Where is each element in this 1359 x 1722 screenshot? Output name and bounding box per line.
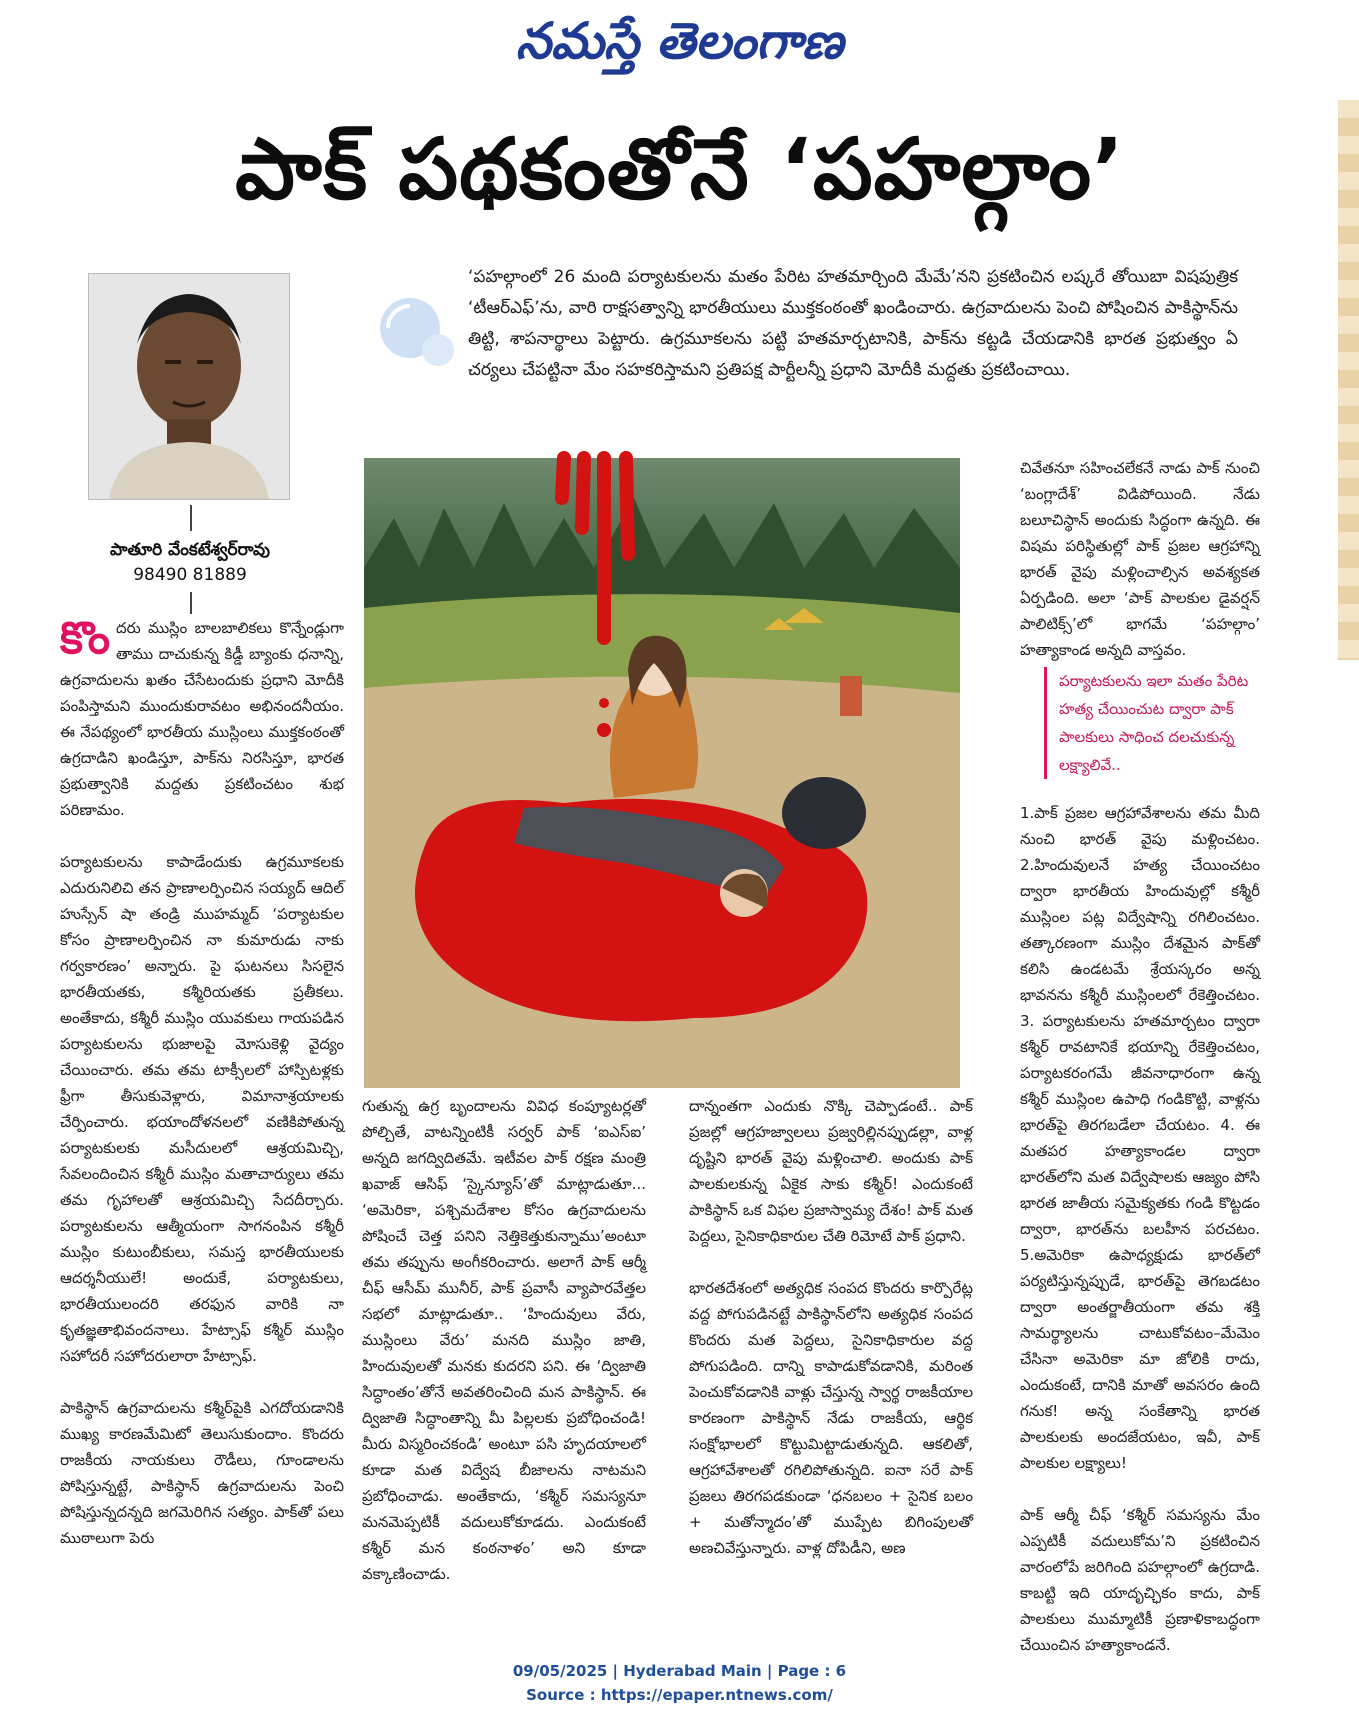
paragraph: చివేతనూ సహించలేకనే నాడు పాక్ నుంచి ‘బంగ్లాదేశ్’ విడిపోయింది. నేడు బలూచిస్థాన్ అందుకు సిద్ధంగా ఉన్నది. ఈ విషమ పరిస్థితుల్లో పాక్ ప్రజల ఆగ్రహాన్ని భారత్ వైపు మళ్లించాల్సిన అవశ్యకత ఏర్పడింది. అలా ‘పాక్ పాలకుల డైవర్షన్ పాలిటిక్స్’లో భాగమే ‘పహల్గాం’ హత్యాకాండ అన్నది వాస్తవం. bbox=[1020, 459, 1260, 659]
column-2 bbox=[362, 1093, 646, 1661]
paragraph: దాన్నంతగా ఎందుకు నొక్కి చెప్పాడంటే.. పాక్ ప్రజల్లో ఆగ్రహజ్వాలలు ప్రజ్వరిల్లినప్పుడల్లా, వాళ్ల దృష్టిని భారత్ వైపు మళ్లించాలి. అందుకు పాక్ పాలకులకున్న ఏకైక సాకు కశ్మీర్! ఎందుకంటే పాకిస్థాన్ ఒక విఫల ప్రజాస్వామ్య దేశం! పాక్ మత పెద్దలు, సైనికాధికారుల చేతి రిమోటే పాక్ ప్రధాని. bbox=[689, 1097, 973, 1245]
column-1 bbox=[60, 615, 344, 1660]
author-name: పాతూరి వేంకటేశ్వర్‌రావు bbox=[110, 540, 270, 560]
paragraph: 1.పాక్ ప్రజల ఆగ్రహావేశాలను తమ మీది నుంచి భారత్ వైపు మళ్లించటం. 2.హిందువులనే హత్య చేయించటం ద్వారా భారతీయ హిందువుల్లో కశ్మీరీ ముస్లింల పట్ల విద్వేషాన్ని రగిలించటం. తత్కారణంగా ముస్లిం దేశమైన పాక్‌తో కలిసి ఉండటమే శ్రేయస్కరం అన్న భావనను కశ్మీరీ ముస్లింలలో రేకెత్తించటం. 3. పర్యాటకులను హతమార్చటం ద్వారా కశ్మీర్ రావటానికే భయాన్ని రేకెత్తించటం, పర్యాటకరంగమే జీవనాధారంగా ఉన్న కశ్మీర్ ముస్లింల ఉపాధి గండికొట్టి, వాళ్లను భారత్‌పై తిరగబడేలా చేయటం. 4. ఈ మతపర హత్యాకాండల ద్వారా భారత్‌లోని మత విద్వేషాలకు ఆజ్యం పోసి భారత జాతీయ సమైక్యతకు గండి కొట్టడం ద్వారా, భారత్‌ను బలహీన పరచటం. 5.అమెరికా ఉపాధ్యక్షుడు భారత్‌లో పర్యటిస్తున్నప్పుడే, భారత్‌పై తెగబడటం ద్వారా అంతర్జాతీయంగా తమ శక్తి సామర్థ్యాలను చాటుకోవటం–మేమెం చేసినా అమెరికా మా జోలికి రాదు, ఎందుకంటే, దానికి మాతో అవసరం ఉంది గనుక! అన్న సంకేతాన్ని భారత పాలకులకు అందజేయటం, ఇవీ, పాక్ పాలకుల లక్ష్యాలు! bbox=[1020, 804, 1260, 1472]
paragraph bbox=[60, 615, 344, 823]
paragraph: పాక్ ఆర్మీ చీఫ్ ‘కశ్మీర్ సమస్యను మేం ఎప్పటికీ వదులుకోమ’ని ప్రకటించిన వారంలోపే జరిగింది పహల్గాంలో ఉగ్రదాడి. కాబట్టి ఇది యాదృచ్ఛికం కాదు, పాక్ పాలకులు ముమ్మాటికీ ప్రణాళికాబద్ధంగా చేయించిన హత్యాకాండనే. bbox=[1020, 1506, 1260, 1654]
article-illustration bbox=[364, 458, 960, 1088]
paragraph: పర్యాటకులను కాపాడేందుకు ఉగ్రమూకలకు ఎదురునిలిచి తన ప్రాణాలర్పించిన సయ్యద్ ఆదిల్ హుస్సేన్ షా తండ్రి ముహమ్మద్ ‘పర్యాటకుల కోసం ప్రాణాలర్పించిన నా కుమారుడు నాకు గర్వకారణం’ అన్నారు. పై ఘటనలు సిసలైన భారతీయతకు, కశ్మీరియతకు ప్రతీకలు. అంతేకాదు, కశ్మీరీ ముస్లిం యువకులు గాయపడిన పర్యాటకులను భుజాలపై మోసుకెళ్లి వైద్యం చేయించారు. తమ తమ టాక్సీలలో హాస్పిటళ్లకు ఫ్రీగా తీసుకువెళ్లారు, విమానాశ్రయాలకు చేర్పించారు. భయాందోళనలలో వణికిపోతున్న పర్యాటకులకు మసీదులలో ఆశ్రయమిచ్చి, సేవలందించిన కశ్మీరీ ముస్లిం మతాచార్యులు తమ తమ గృహాలతో ఆశ్రయమిచ్చి సేదదీర్చారు. పర్యాటకులను ఆత్మీయంగా సాగనంపిన కశ్మీరీ ముస్లిం కుటుంబీకులు, సమస్త భారతీయులకు ఆదర్శనీయులే! అందుకే, పర్యాటకులు, భారతీయులందరి తరఫున వారికి నా కృతజ్ఞతాభివందనాలు. హేట్సాఫ్ కశ్మీర్ ముస్లిం సహోదరీ సహోదరులారా హేట్సాఫ్. bbox=[60, 853, 344, 1365]
column-3 bbox=[689, 1093, 973, 1661]
pull-quote: పర్యాటకులను ఇలా మతం పేరిట హత్య చేయించుట ద్వారా పాక్ పాలకులు సాధించ దలచుకున్న లక్ష్యాలివే.. bbox=[1044, 667, 1255, 779]
footer-date-line: 09/05/2025 | Hyderabad Main | Page : 6 bbox=[512, 1662, 847, 1680]
paragraph: భారతదేశంలో అత్యధిక సంపద కొందరు కార్పొరేట్ల వద్ద పోగుపడినట్టే పాకిస్థాన్‌లోని అత్యధిక సంపద కొందరు మత పెద్దలు, సైనికాధికారుల వద్ద పోగుపడింది. దాన్ని కాపాడుకోవడానికి, మరింత పెంచుకోవడానికి వాళ్లు చేస్తున్న స్వార్థ రాజకీయాల కారణంగా పాకిస్థాన్ నేడు రాజకీయ, ఆర్థిక సంక్షోభాలలో కొట్టుమిట్టాడుతున్నది. ఆకలితో, ఆగ్రహావేశాలతో రగిలిపోతున్నది. ఐనా సరే పాక్ ప్రజలు తిరగపడకుండా ‘ధనబలం + సైనిక బలం + మతోన్మాదం’తో ముప్పేట బిగింపులతో అణచివేస్తున్నారు. వాళ్ల దోపిడీని, అణ bbox=[689, 1279, 973, 1557]
paragraph-text: దరు ముస్లిం బాలబాలికలు కొన్నేండ్లుగా తాము దాచుకున్న కిడ్డీ బ్యాంకు ధనాన్ని, ఉగ్రవాదులను ఖతం చేసేటందుకు ప్రధాని మోదీకి పంపిస్తామని ముందుకురావటం అభినందనీయం. ఈ నేపథ్యంలో భారతీయ ముస్లింలు ముక్తకంఠంతో ఉగ్రదాడిని ఖండిస్తూ, పాక్‌ను నిరసిస్తూ, భారత ప్రభుత్వానికి మద్దతు ప్రకటించటం శుభ పరిణామం. bbox=[60, 619, 344, 819]
headline: పాక్ పథకంతోనే ‘పహల్గాం’ bbox=[235, 120, 1125, 218]
decorative-bubbles-icon bbox=[368, 280, 468, 380]
adjacent-page-strip bbox=[1338, 100, 1359, 660]
column-4-bottom bbox=[1020, 800, 1260, 1660]
author-photo bbox=[88, 273, 290, 500]
author-phone: 98490 81889 bbox=[133, 565, 247, 585]
masthead-logo: నమస్తే తెలంగాణ bbox=[515, 11, 844, 70]
paragraph: గుతున్న ఉగ్ర బృందాలను వివిధ కంప్యూటర్లతో పోల్చితే, వాటన్నింటికీ సర్వర్ పాక్ ‘ఐఎస్ఐ’ అన్నది జగద్విదితమే. ఇటీవల పాక్ రక్షణ మంత్రి ఖవాజ్ ఆసిఫ్ ‘స్కైన్యూస్’తో మాట్లాడుతూ... ‘అమెరికా, పశ్చిమదేశాల కోసం ఉగ్రవాదులను పోషించే చెత్త పనిని నెత్తికెత్తుకున్నాము’అంటూ తమ తప్పును అంగీకరించారు. అలాగే పాక్ ఆర్మీ చీఫ్ ఆసీమ్ మునీర్, పాక్ ప్రవాసీ వ్యాపారవేత్తల సభలో మాట్లాడుతూ.. ‘హిందువులు వేరు, ముస్లింలు వేరు’ మనది ముస్లిం జాతి, హిందువులతో మనకు కుదరని పని. ఈ ‘ద్విజాతి సిద్ధాంతం’తోనే అవతరించింది మన పాకిస్థాన్. ఈ ద్విజాతి సిద్ధాంతాన్ని మీ పిల్లలకు ప్రబోధించండి! మీరు విస్మరించకండి’ అంటూ పసి హృదయాలలో కూడా మత విద్వేష బీజాలను నాటమని ప్రబోధించాడు. అంతేకాదు, ‘కశ్మీర్ సమస్యనూ మనమెప్పటికీ వదులుకోకూడదు. ఎందుకంటే కశ్మీర్ మన కంఠనాళం’ అని కూడా వక్కాణించాడు. bbox=[362, 1097, 646, 1583]
dropcap: కొం bbox=[60, 613, 111, 664]
column-4-top bbox=[1020, 455, 1260, 659]
byline-rule-top bbox=[190, 505, 192, 531]
paragraph: పాకిస్థాన్ ఉగ్రవాదులను కశ్మీర్‌పైకి ఎగదోయడానికి ముఖ్య కారణమేమిటో తెలుసుకుందాం. కొందరు రాజకీయ నాయకులు రౌడీలు, గూండాలను పోషిస్తున్నట్టే, పాకిస్థాన్ ఉగ్రవాదులను పెంచి పోషిస్తున్నదన్నది జగమెరిగిన సత్యం. పాక్‌తో పలు ముఠాలుగా పెరు bbox=[60, 1399, 344, 1547]
article-intro: ‘పహల్గాంలో 26 మంది పర్యాటకులను మతం పేరిట హతమార్చింది మేమే’నని ప్రకటించిన లష్కరే తోయిబా విషపుత్రిక ‘టీఆర్ఎఫ్’ను, వారి రాక్షసత్వాన్ని భారతీయులు ముక్తకంఠంతో ఖండించారు. ఉగ్రవాదులను పెంచి పోషించిన పాకిస్థాన్‌ను తిట్టి, శాపనార్థాలు పెట్టారు. ఉగ్రమూకలను పట్టి హతమార్చటానికి, పాక్‌ను కట్టడి చేయడానికి భారత ప్రభుత్వం ఏ చర్యలు చేపట్టినా మేం సహకరిస్తామని ప్రతిపక్ష పార్టీలన్నీ ప్రధాని మోదీకి మద్దతు ప్రకటించాయి. bbox=[468, 267, 1238, 380]
byline-rule-bottom bbox=[190, 592, 192, 614]
footer-source-link[interactable]: Source : https://epaper.ntnews.com/ bbox=[526, 1686, 833, 1704]
